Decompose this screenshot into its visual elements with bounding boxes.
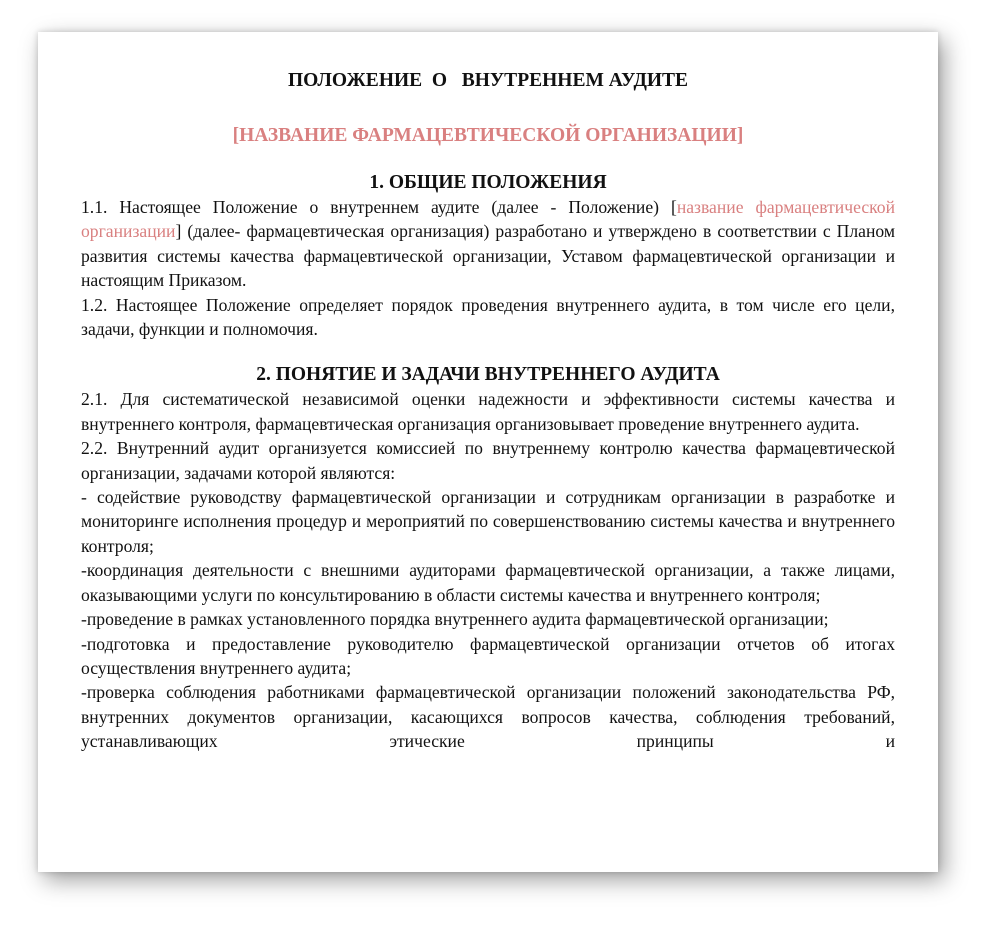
paragraph-2-2: 2.2. Внутренний аудит организуется комиссией по внутреннему контролю качества фармацевтической организации, задачами которой являются:: [81, 438, 895, 483]
section-2-heading: 2. ПОНЯТИЕ И ЗАДАЧИ ВНУТРЕННЕГО АУДИТА: [256, 364, 720, 386]
organization-name-inline-placeholder: название фармацевтической организации: [81, 197, 895, 242]
paragraph-1-1-text-end: ] (далее- фармацевтическая организация) разработано и утверждено в соответствии с Планом развития системы качества фармацевтической организации, Уставом фармацевтической организации и настоящим Приказом.: [81, 221, 895, 291]
paragraph-1-1: [81, 195, 895, 293]
organization-name-placeholder: [НАЗВАНИЕ ФАРМАЦЕВТИЧЕСКОЙ ОРГАНИЗАЦИИ]: [232, 125, 744, 146]
task-item: - содействие руководству фармацевтической организации и сотрудникам организации в разработке и мониторинге исполнения процедур и мероприятий по совершенствованию системы качества и внутреннего контроля;: [81, 487, 895, 556]
task-item: -проведение в рамках установленного порядка внутреннего аудита фармацевтической организации;: [81, 609, 829, 630]
document-content: [81, 69, 895, 754]
task-item: -координация деятельности с внешними аудиторами фармацевтической организации, а также лицами, оказывающими услуги по консультированию в области системы качества и внутреннего контроля;: [81, 560, 895, 605]
section-1-heading: 1. ОБЩИЕ ПОЛОЖЕНИЯ: [369, 172, 607, 193]
paragraph-1-2: 1.2. Настоящее Положение определяет порядок проведения внутреннего аудита, в том числе его цели, задачи, функции и полномочия.: [81, 294, 895, 340]
document-title: ПОЛОЖЕНИЕ О ВНУТРЕННЕМ АУДИТЕ: [287, 70, 689, 91]
document-page: [38, 32, 938, 872]
paragraph-2-1: 2.1. Для систематической независимой оценки надежности и эффективности системы качества и внутреннего контроля, фармацевтическая организация организовывает проведение внутреннего аудита.: [81, 389, 895, 434]
paragraph-1-1-text-start: 1.1. Настоящее Положение о внутреннем аудите (далее - Положение) [: [81, 197, 677, 217]
task-item: -проверка соблюдения работниками фармацевтической организации положений законодательства РФ, внутренних документов организации, касающихся вопросов качества, соблюдения требований, устанавливающих этические принципы и: [81, 682, 895, 752]
page-bottom-edge: [38, 870, 938, 872]
task-item: -подготовка и предоставление руководителю фармацевтической организации отчетов об итогах осуществления внутреннего аудита;: [81, 633, 895, 678]
